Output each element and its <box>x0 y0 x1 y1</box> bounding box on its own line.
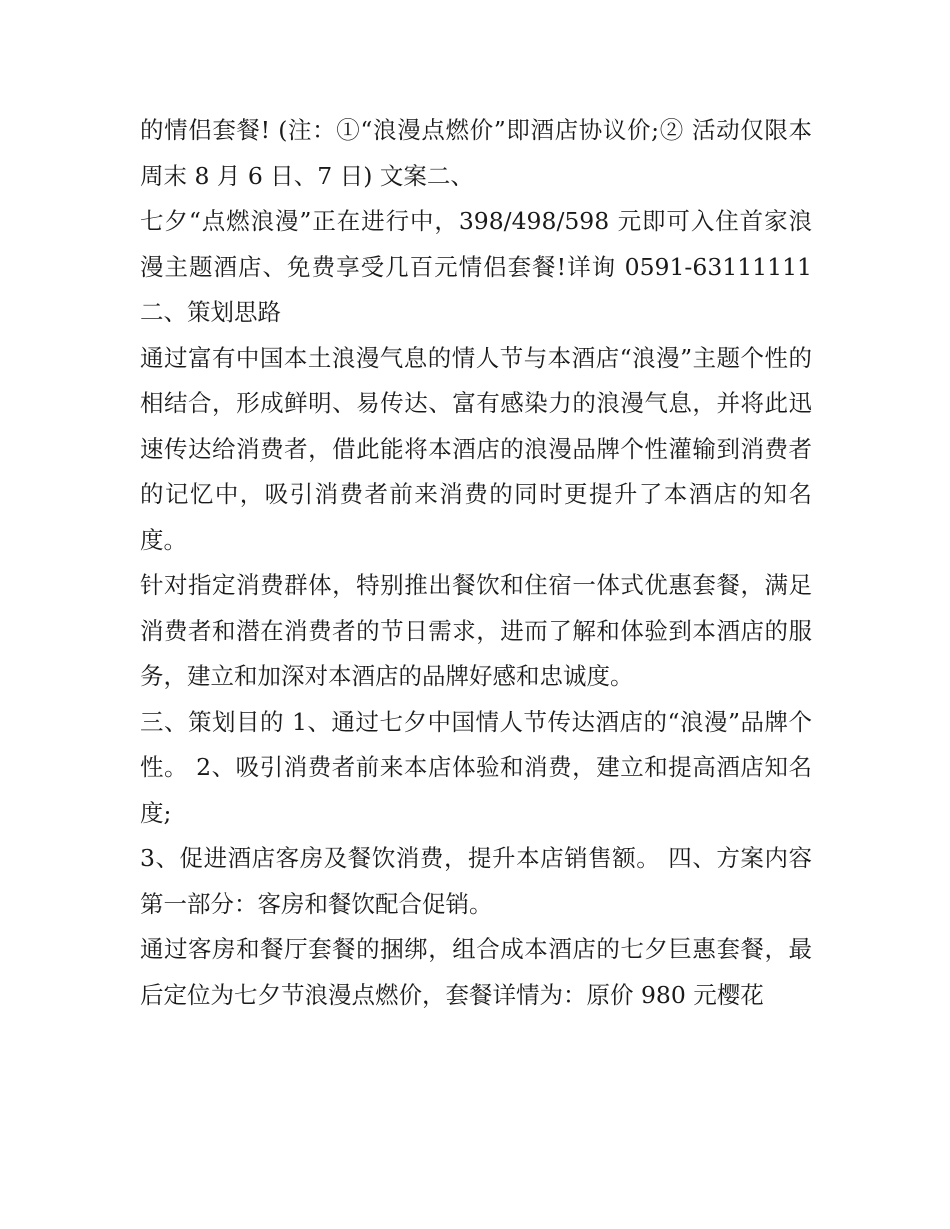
paragraph-planning-goals: 三、策划目的 1、通过七夕中国情人节传达酒店的“浪漫”品牌个性。 2、吸引消费者前来本店体验和消费，建立和提高酒店知名度; <box>140 707 812 827</box>
paragraph-target-group: 针对指定消费群体，特别推出餐饮和住宿一体式优惠套餐，满足消费者和潜在消费者的节日需求，进而了解和体验到本酒店的服务，建立和加深对本酒店的品牌好感和忠诚度。 <box>140 571 812 690</box>
paragraph-promote-sales: 3、促进酒店客房及餐饮消费，提升本店销售额。 四、方案内容 第一部分：客房和餐饮配合促销。 <box>140 844 812 918</box>
document-body <box>140 108 812 1018</box>
paragraph-package-bundle: 通过客房和餐厅套餐的捆绑，组合成本酒店的七夕巨惠套餐，最后定位为七夕节浪漫点燃价，套餐详情为：原价 980 元樱花 <box>140 935 812 1009</box>
paragraph-planning-idea: 通过富有中国本土浪漫气息的情人节与本酒店“浪漫”主题个性的相结合，形成鲜明、易传达、富有感染力的浪漫气息，并将此迅速传达给消费者，借此能将本酒店的浪漫品牌个性灌输到消费者的记忆中，吸引消费者前来消费的同时更提升了本酒店的知名度。 <box>140 343 812 554</box>
paragraph-couple-package-note: 的情侣套餐! (注：①“浪漫点燃价”即酒店协议价;② 活动仅限本周末 8 月 6 日、7 日) 文案二、 <box>140 116 812 190</box>
paragraph-copy-two: 七夕“点燃浪漫”正在进行中，398/498/598 元即可入住首家浪漫主题酒店、免费享受几百元情侣套餐!详询 0591-63111111 二、策划思路 <box>140 207 812 326</box>
